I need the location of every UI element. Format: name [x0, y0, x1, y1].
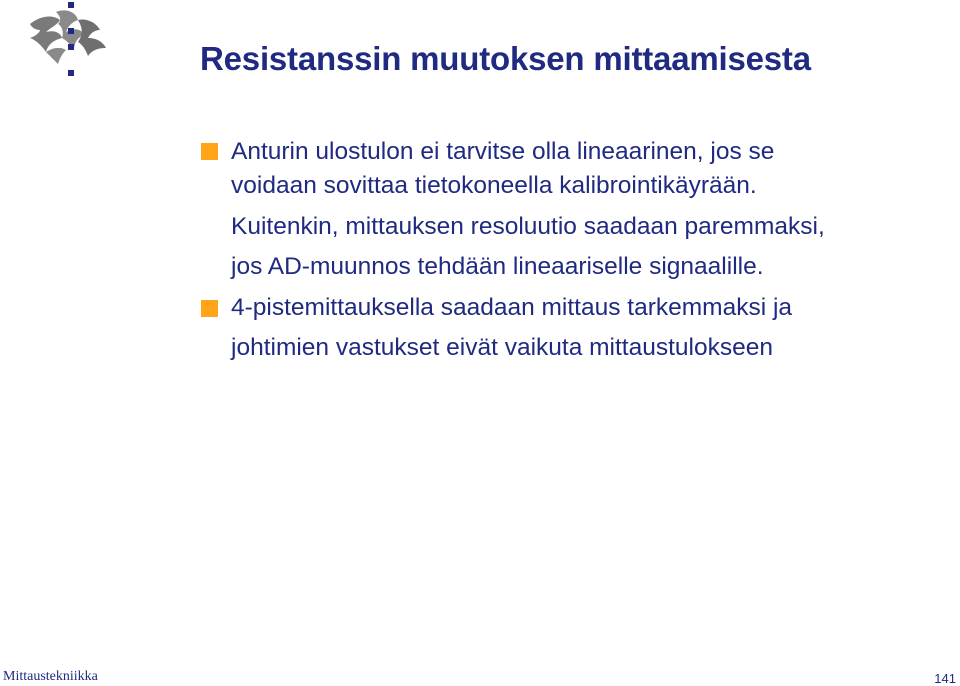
bullet-line: jos AD-muunnos tehdään lineaariselle signaalille. [231, 253, 764, 280]
bullet-line: Anturin ulostulon ei tarvitse olla lineaarinen, jos se [231, 138, 775, 165]
bullet-line: 4-pistemittauksella saadaan mittaus tarkemmaksi ja [231, 293, 793, 321]
bullet-item [200, 288, 940, 369]
square-bullet-icon [201, 143, 218, 160]
footer-page-number: 141 [934, 671, 956, 686]
bullet-line: johtimien vastukset eivät vaikuta mittaustulokseen [231, 334, 773, 361]
footer-course-name: Mittaustekniikka [3, 669, 98, 684]
slide-title: Resistanssin muutoksen mittaamisesta [200, 40, 811, 77]
university-flame-logo-icon [22, 2, 122, 82]
bullet-line: voidaan sovittaa tietokoneella kalibrointikäyrään. [231, 172, 757, 199]
square-bullet-icon [201, 300, 218, 317]
bullet-item [200, 138, 940, 288]
slide-content [200, 138, 940, 369]
bullet-line: Kuitenkin, mittauksen resoluutio saadaan paremmaksi, [231, 212, 825, 240]
